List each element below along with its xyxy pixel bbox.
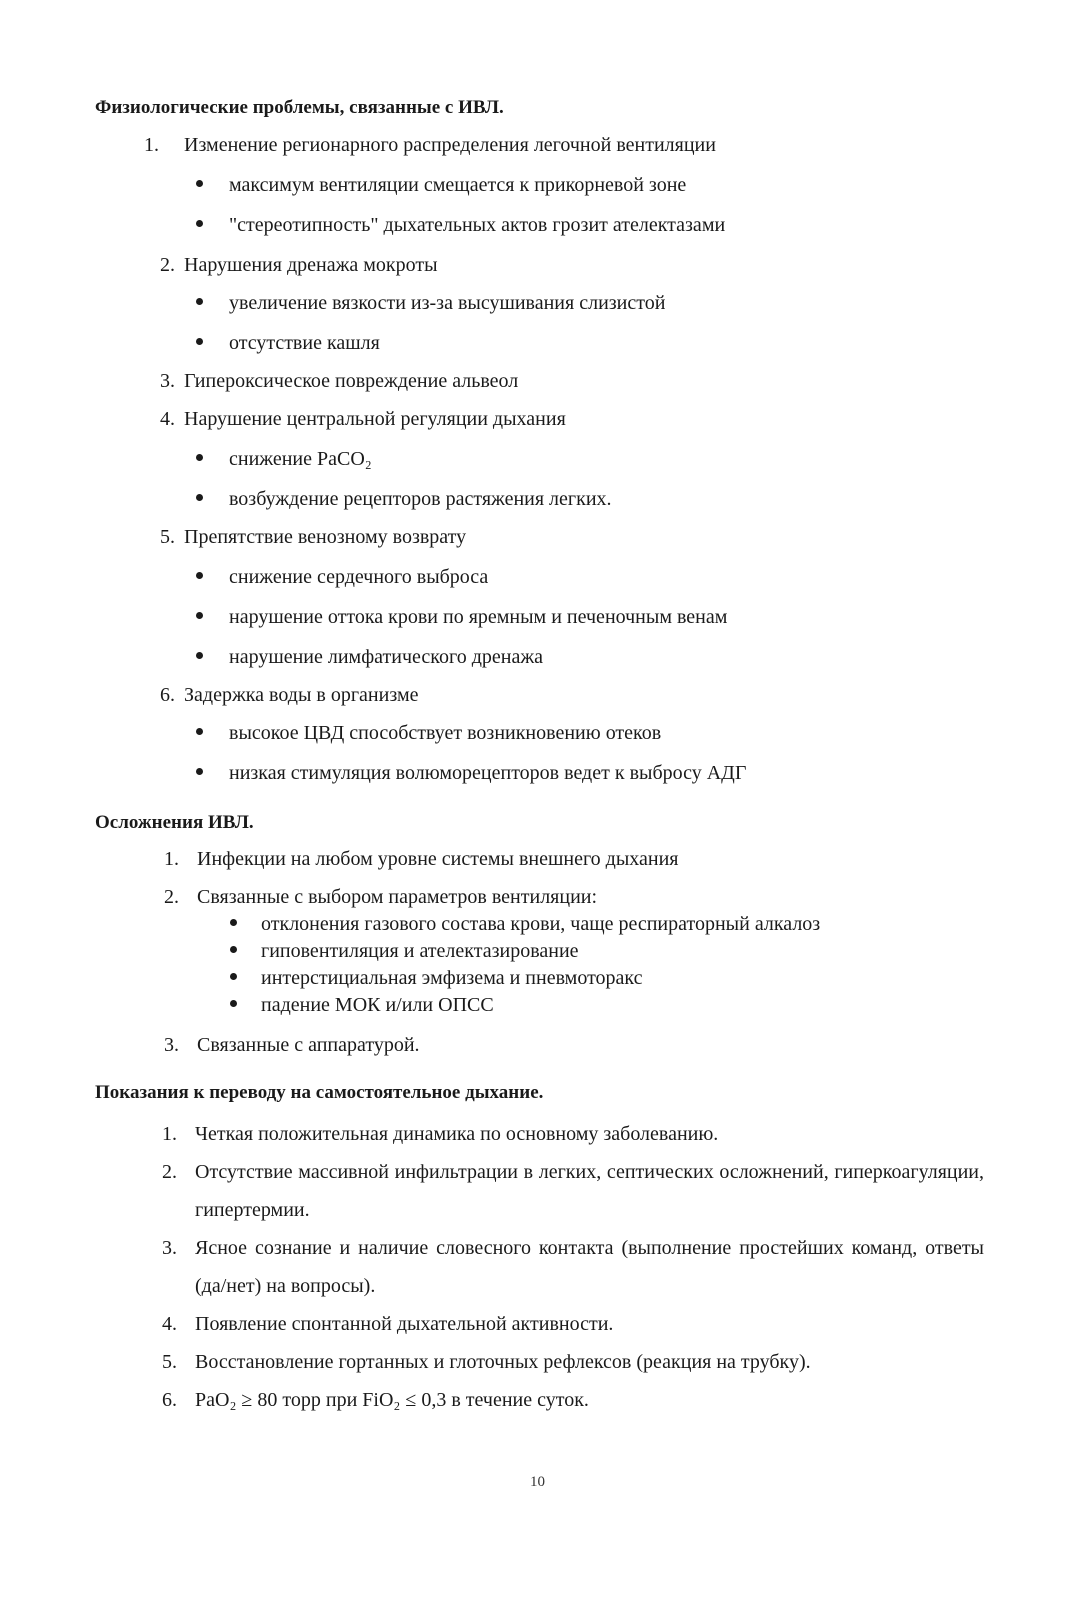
item-number: 3.: [164, 1034, 179, 1056]
numbered-paragraph: [162, 1115, 984, 1153]
bullet-item: [196, 488, 612, 511]
bullet-text: возбуждение рецепторов растяжения легких.: [229, 488, 612, 510]
bullet-text: низкая стимуляция волюморецепторов ведет к выбросу АДГ: [229, 762, 747, 784]
bullet-text: "стереотипность" дыхательных актов грозит ателектазами: [229, 214, 726, 236]
bullet-icon: [196, 338, 203, 345]
bullet-icon: [196, 494, 203, 501]
section-heading-weaning-indications: Показания к переводу на самостоятельное дыхание.: [95, 1082, 544, 1103]
bullet-text: увеличение вязкости из-за высушивания слизистой: [229, 292, 666, 314]
item-text: Изменение регионарного распределения легочной вентиляции: [184, 134, 716, 156]
bullet-item: [196, 646, 543, 669]
bullet-item: [196, 448, 372, 471]
item-text: Восстановление гортанных и глоточных рефлексов (реакция на трубку).: [195, 1351, 811, 1373]
bullet-item: [196, 174, 686, 197]
bullet-icon: [230, 1000, 237, 1007]
item-text: Отсутствие массивной инфильтрации в легких, септических осложнений, гиперкоагуляции, гипертермии.: [195, 1161, 984, 1221]
item-number: 5.: [160, 526, 175, 548]
list-item: [160, 684, 418, 707]
item-text: Гипероксическое повреждение альвеол: [184, 370, 519, 392]
item-text: Нарушение центральной регуляции дыхания: [184, 408, 566, 430]
bullet-item: [230, 967, 643, 990]
item-number: 2.: [160, 254, 175, 276]
list-item: [160, 254, 438, 277]
list-item: [164, 848, 679, 871]
bullet-item: [230, 940, 579, 963]
section-heading-complications: Осложнения ИВЛ.: [95, 812, 254, 833]
numbered-paragraph: [162, 1381, 984, 1419]
item-number: 5.: [162, 1351, 177, 1373]
item-number: 6.: [160, 684, 175, 706]
item-number: 3.: [162, 1237, 177, 1259]
item-text: PaO₂ ≥ 80 торр при FiO₂ ≤ 0,3 в течение суток.: [195, 1389, 589, 1411]
bullet-text: нарушение лимфатического дренажа: [229, 646, 544, 668]
bullet-text: гиповентиляция и ателектазирование: [261, 940, 579, 962]
bullet-icon: [196, 768, 203, 775]
bullet-item: [196, 566, 488, 589]
section-heading-physiological-problems: Физиологические проблемы, связанные с ИВЛ.: [95, 97, 504, 118]
bullet-item: [196, 332, 380, 355]
bullet-text: отсутствие кашля: [229, 332, 380, 354]
numbered-paragraph: [162, 1343, 984, 1381]
item-text: Нарушения дренажа мокроты: [184, 254, 438, 276]
bullet-item: [196, 214, 725, 237]
bullet-text: нарушение оттока крови по яремным и печеночным венам: [229, 606, 728, 628]
bullet-icon: [196, 220, 203, 227]
bullet-text: отклонения газового состава крови, чаще респираторный алкалоз: [261, 913, 821, 935]
item-number: 1.: [162, 1123, 177, 1145]
item-text: Препятствие венозному возврату: [184, 526, 467, 548]
item-number: 6.: [162, 1389, 177, 1411]
bullet-item: [196, 722, 661, 745]
item-number: 2.: [162, 1161, 177, 1183]
item-text: Ясное сознание и наличие словесного контакта (выполнение простейших команд, ответы (да/нет) на вопросы).: [195, 1237, 984, 1297]
bullet-icon: [196, 298, 203, 305]
item-number: 4.: [160, 408, 175, 430]
list-item: [144, 134, 716, 157]
item-number: 1.: [144, 134, 159, 156]
page-number: 10: [530, 1474, 545, 1490]
list-item: [164, 1034, 420, 1057]
bullet-text: снижение сердечного выброса: [229, 566, 489, 588]
item-text: Связанные с аппаратурой.: [197, 1034, 420, 1056]
bullet-text: максимум вентиляции смещается к прикорневой зоне: [229, 174, 687, 196]
item-number: 4.: [162, 1313, 177, 1335]
list-item: [160, 370, 518, 393]
bullet-icon: [230, 919, 237, 926]
bullet-item: [230, 913, 820, 936]
numbered-paragraph: [162, 1153, 984, 1229]
item-text: Появление спонтанной дыхательной активности.: [195, 1313, 614, 1335]
item-text: Связанные с выбором параметров вентиляции:: [197, 886, 598, 908]
bullet-icon: [196, 180, 203, 187]
bullet-icon: [196, 728, 203, 735]
numbered-paragraph: [162, 1305, 984, 1343]
bullet-text: интерстициальная эмфизема и пневмоторакс: [261, 967, 643, 989]
numbered-paragraph: [162, 1229, 984, 1305]
item-number: 2.: [164, 886, 179, 908]
bullet-item: [196, 606, 727, 629]
bullet-icon: [230, 946, 237, 953]
list-item: [160, 526, 466, 549]
item-text: Инфекции на любом уровне системы внешнего дыхания: [197, 848, 679, 870]
bullet-text: падение МОК и/или ОПСС: [261, 994, 494, 1016]
bullet-icon: [196, 652, 203, 659]
item-number: 3.: [160, 370, 175, 392]
list-item: [160, 408, 566, 431]
list-item: [164, 886, 597, 909]
bullet-item: [196, 292, 665, 315]
bullet-item: [230, 994, 494, 1017]
bullet-icon: [196, 572, 203, 579]
bullet-text: снижение PaCO₂: [229, 448, 372, 470]
bullet-icon: [196, 454, 203, 461]
item-text: Четкая положительная динамика по основному заболеванию.: [195, 1123, 719, 1145]
item-number: 1.: [164, 848, 179, 870]
item-text: Задержка воды в организме: [184, 684, 419, 706]
bullet-icon: [196, 612, 203, 619]
bullet-text: высокое ЦВД способствует возникновению отеков: [229, 722, 662, 744]
bullet-icon: [230, 973, 237, 980]
bullet-item: [196, 762, 746, 785]
